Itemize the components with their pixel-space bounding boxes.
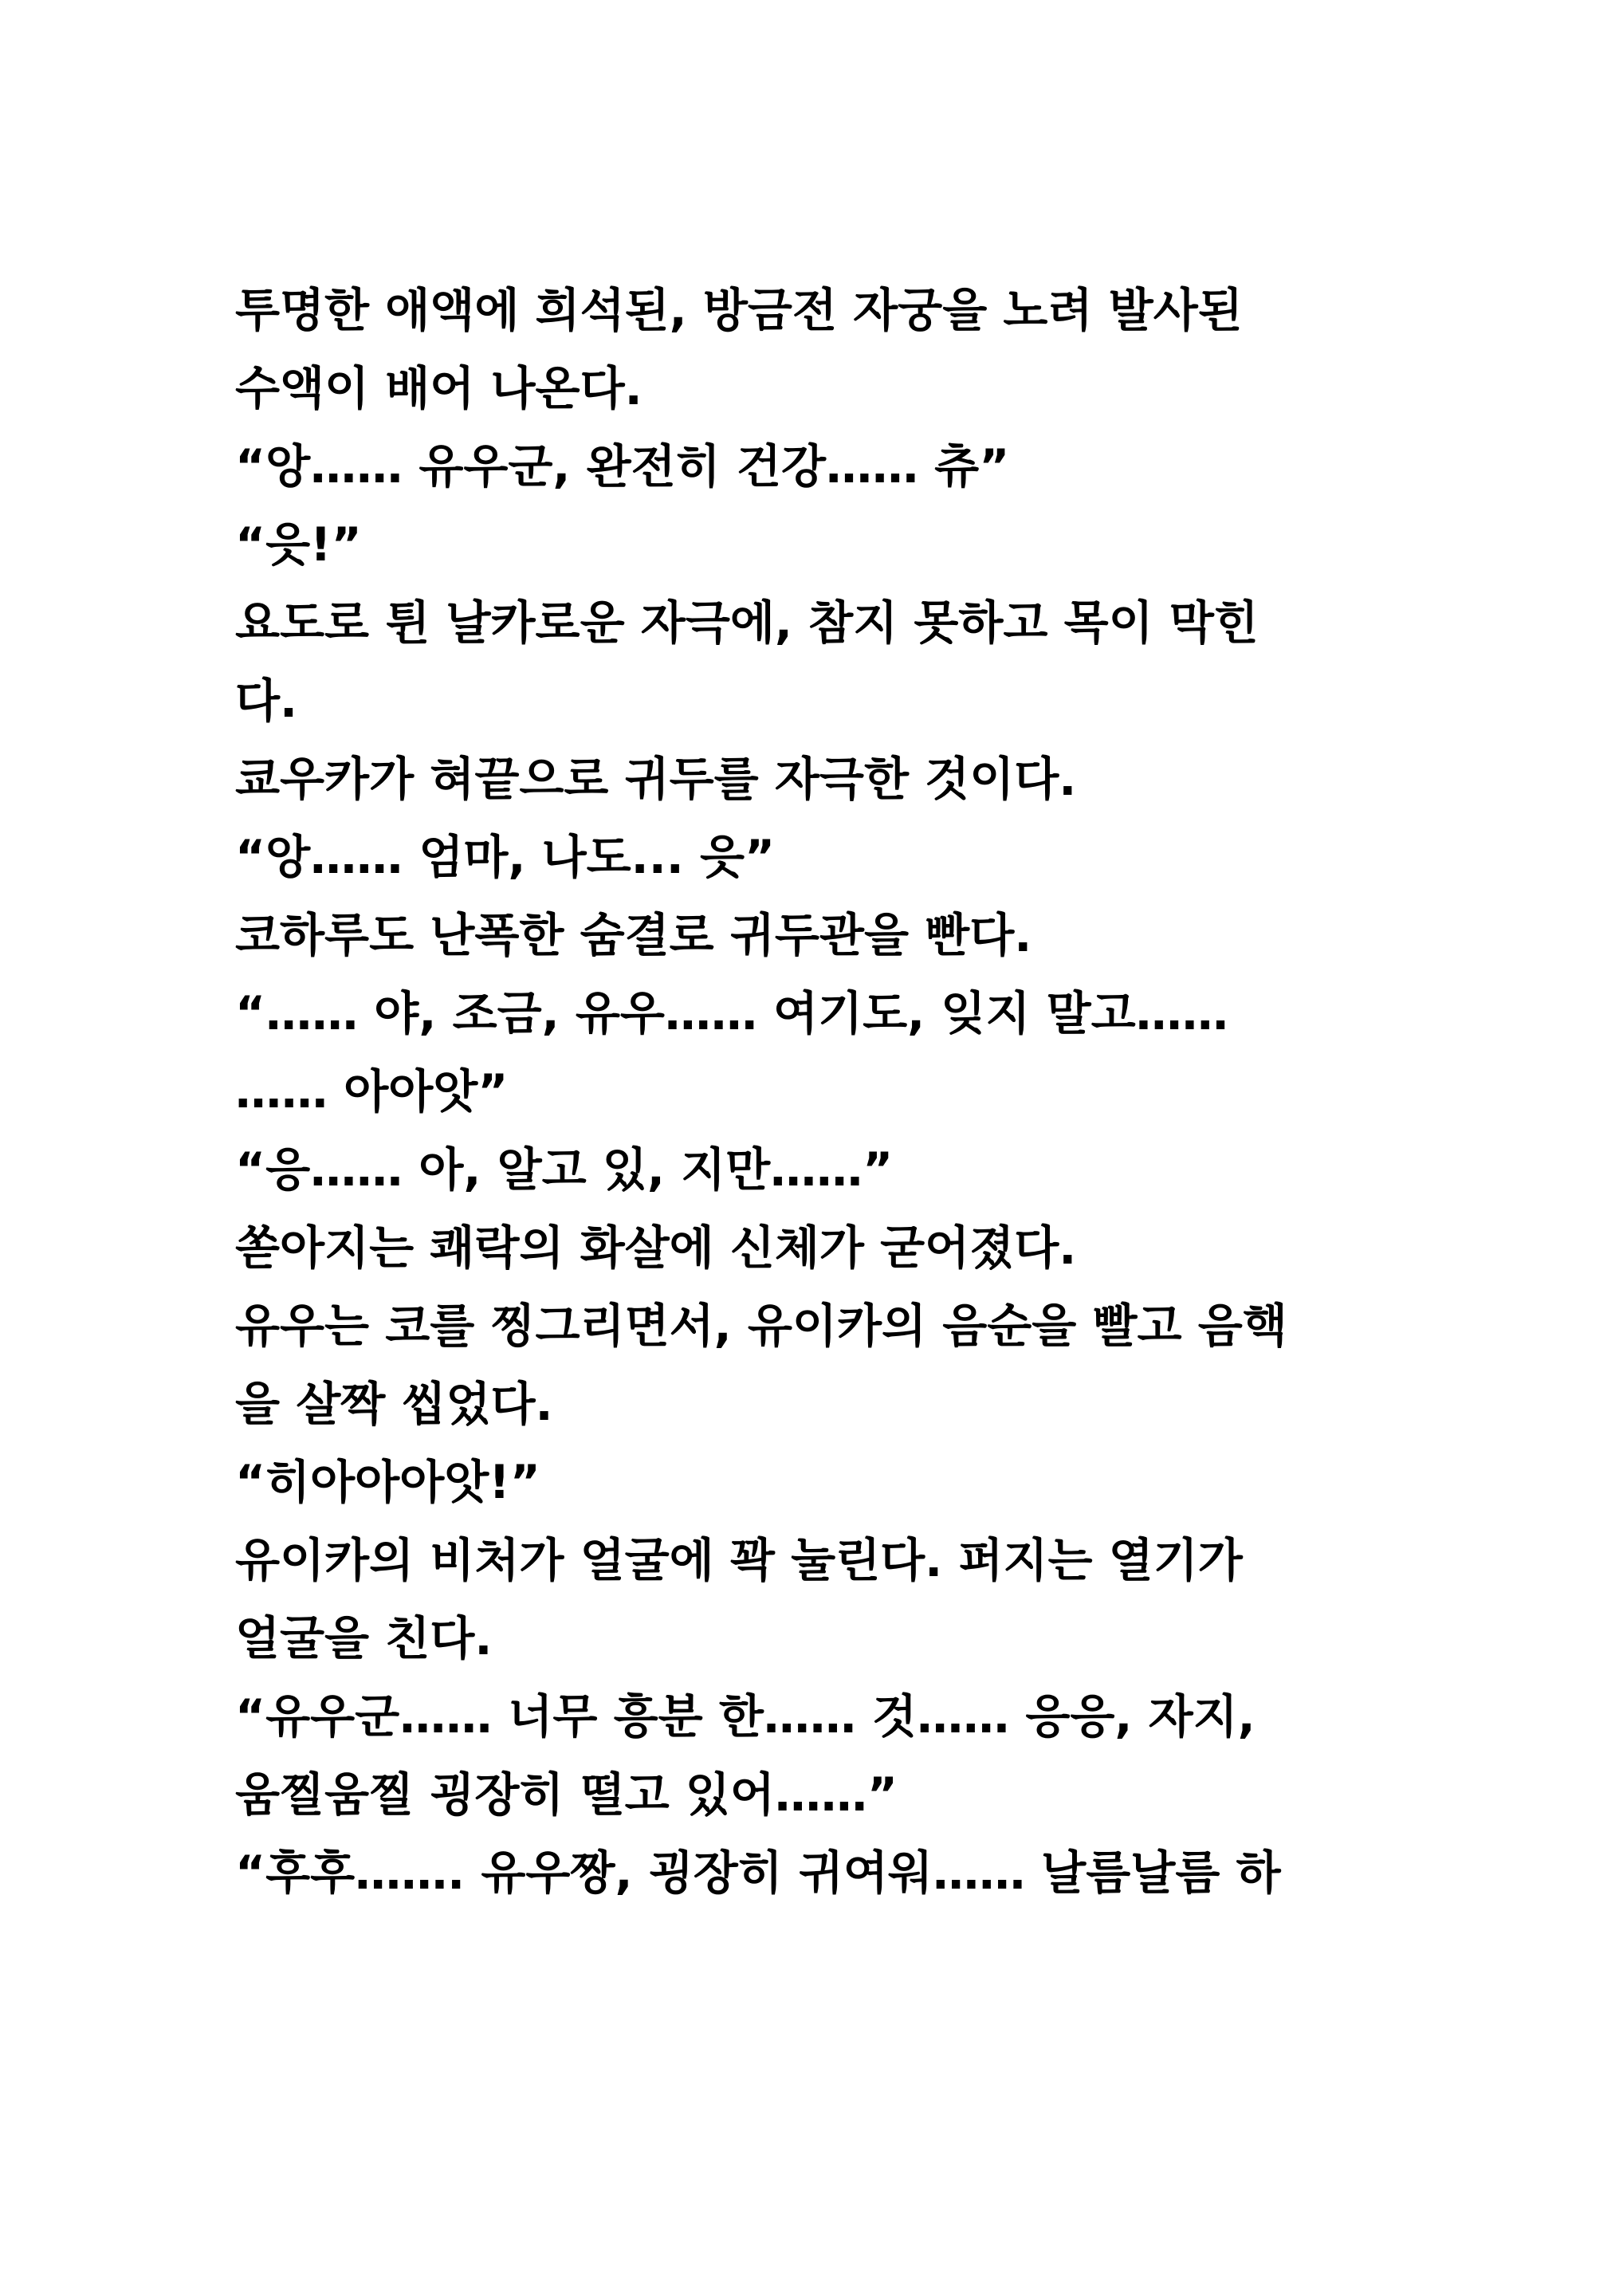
text-line: 요도로 튄 날카로운 자극에, 참지 못하고 목이 막힌 — [235, 596, 1259, 650]
text-line: 다. — [235, 674, 298, 728]
text-line: 쏟아지는 쾌락의 화살에 신체가 굳어졌다. — [235, 1221, 1077, 1275]
text-line: “후후……. 유우짱, 굉장히 귀여워…… 날름날름 하 — [235, 1846, 1281, 1900]
text-line: 수액이 배어 나온다. — [235, 361, 643, 415]
text-line: “…… 야, 조금, 유우…… 여기도, 잊지 말고…… — [235, 986, 1228, 1040]
text-line: 쿄우카가 혀끝으로 귀두를 자극한 것이다. — [235, 752, 1077, 806]
body-text — [235, 271, 1407, 1912]
text-line: 투명한 애액에 희석된, 방금전 자궁을 노려 발사된 — [235, 283, 1243, 337]
text-line: 움찔움찔 굉장히 떨고 있어……” — [235, 1767, 898, 1822]
text-line: 코하루도 난폭한 숨결로 귀두관을 빤다. — [235, 908, 1032, 962]
text-line: …… 아아앗” — [235, 1064, 509, 1119]
text-line: “앙…… 엄마, 나도... 읏” — [235, 830, 776, 884]
text-line: “응…… 아, 알고 있, 지만……” — [235, 1142, 894, 1197]
text-line: “유우군…… 너무 흥분 한…… 것…… 응응, 자지, — [235, 1689, 1256, 1744]
text-line: “히아아아앗!” — [235, 1455, 540, 1509]
text-line: “읏!” — [235, 517, 362, 572]
text-line: “앙…… 유우군, 완전히 건강…… 츄” — [235, 439, 1010, 493]
text-line: 얼굴을 친다. — [235, 1611, 493, 1665]
text-line: 유우는 코를 찡그리면서, 유이카의 음순을 빨고 음핵 — [235, 1299, 1287, 1353]
text-line: 유이카의 비처가 얼굴에 꽉 눌린다. 퍼지는 열기가 — [235, 1533, 1243, 1587]
text-line: 을 살짝 씹었다. — [235, 1377, 553, 1431]
